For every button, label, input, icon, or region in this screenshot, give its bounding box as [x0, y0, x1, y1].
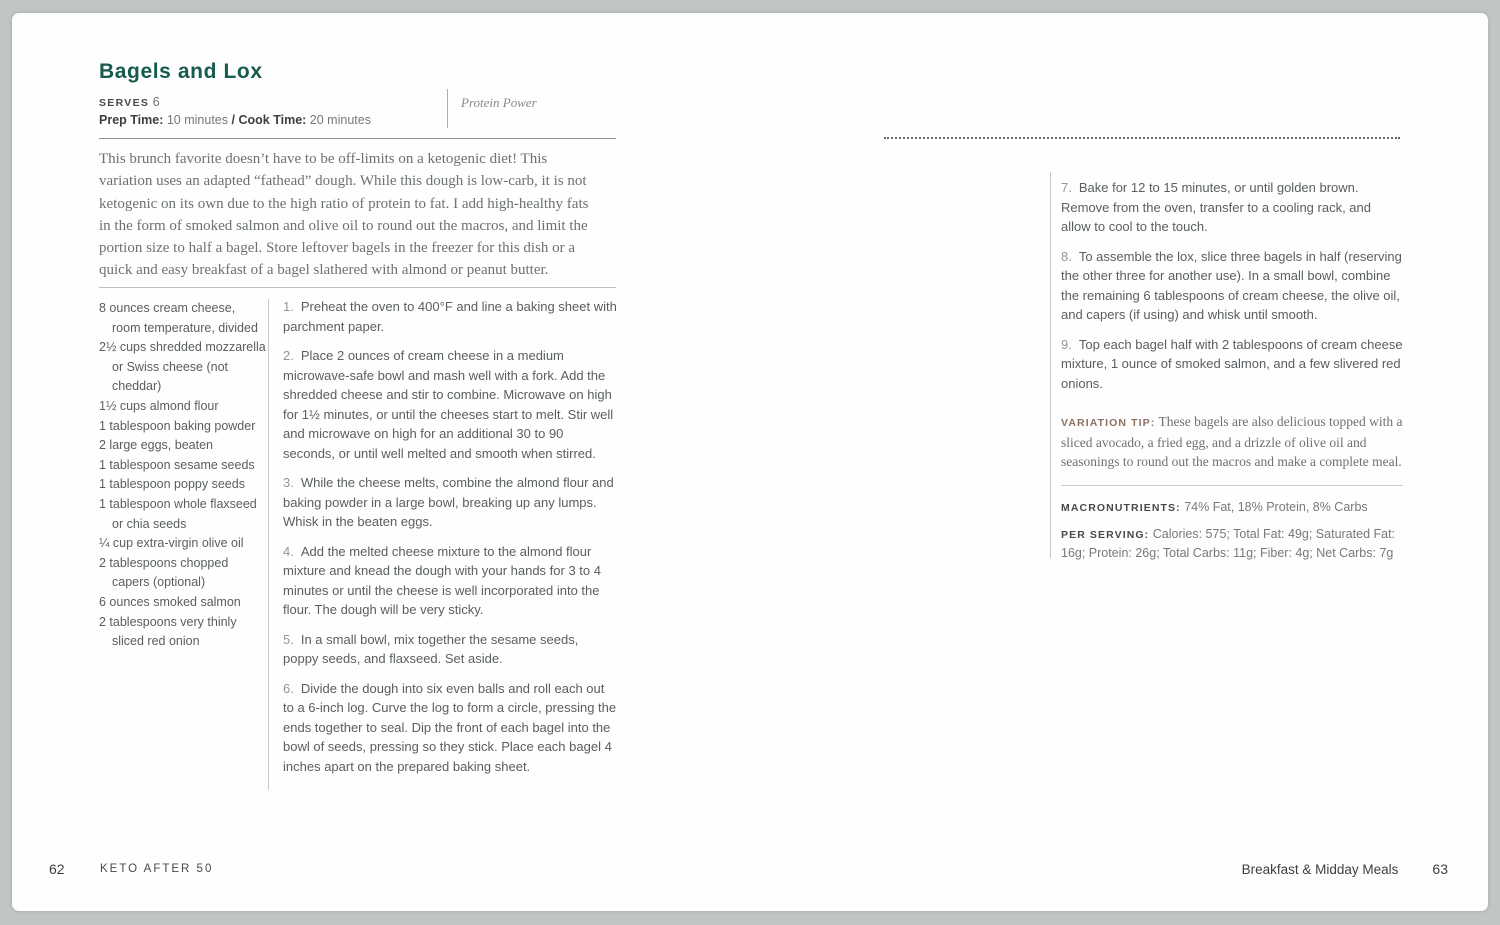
- ingredient-item: ¼ cup extra-virgin olive oil: [99, 536, 244, 551]
- serves-row: [99, 95, 160, 109]
- macronutrients: [1061, 498, 1403, 518]
- ingredient-item: 1 tablespoon sesame seeds: [99, 457, 255, 472]
- cook-time-value: 20 minutes: [309, 113, 371, 127]
- right-page-number: 63: [1432, 861, 1448, 877]
- ingredient-item: 1 tablespoon whole flaxseed or chia seeds: [99, 496, 257, 531]
- book-title: KETO AFTER 50: [100, 863, 214, 875]
- intro-rule: [99, 287, 616, 288]
- left-page-number: 62: [49, 861, 65, 877]
- instruction-step: [283, 297, 617, 336]
- time-separator: /: [231, 113, 235, 127]
- instruction-step: [283, 679, 617, 777]
- per-serving-value: Calories: 575; Total Fat: 49g; Saturated Fat: 16g; Protein: 26g; Total Carbs: 11g; Fiber: 4g; Net Carbs: 7g: [1061, 526, 1396, 560]
- instructions-right-steps: [1061, 178, 1403, 393]
- instruction-step: [283, 346, 617, 463]
- prep-time-label: Prep Time:: [99, 113, 164, 127]
- variation-tip-label: VARIATION TIP:: [1061, 417, 1156, 429]
- header-rule: [99, 138, 616, 139]
- step-text: Preheat the oven to 400°F and line a baking sheet with parchment paper.: [283, 299, 617, 334]
- serves-label: SERVES: [99, 97, 150, 109]
- ingredient-item: 1½ cups almond flour: [99, 398, 219, 413]
- step-text: In a small bowl, mix together the sesame seeds, poppy seeds, and flaxseed. Set aside.: [283, 631, 579, 666]
- step-number: 4.: [283, 543, 294, 559]
- step-number: 2.: [283, 348, 294, 363]
- instruction-step: [1061, 247, 1403, 325]
- variation-tip-text: These bagels are also delicious topped with a sliced avocado, a fried egg, and a drizzle of olive oil and seasonings to round out the macros and make a complete meal.: [1061, 414, 1403, 469]
- ingredient-item: 2 large eggs, beaten: [99, 438, 213, 453]
- cook-time-label: Cook Time:: [238, 113, 307, 127]
- step-number: 5.: [283, 631, 294, 647]
- ingredient-item: 1 tablespoon poppy seeds: [99, 477, 245, 492]
- instruction-step: [1061, 335, 1403, 394]
- ingredient-item: 1 tablespoon baking powder: [99, 418, 256, 433]
- ingredients-list: [99, 299, 267, 652]
- recipe-intro: This brunch favorite doesn’t have to be off-limits on a ketogenic diet! This variation uses an adapted “fathead” dough. While this dough is low-carb, it is not ketogenic on its own due to the high ratio of protein to fat. I add high-healthy fats in the form of smoked salmon and olive oil to round out the macros, and limit the portion size to half a bagel. Store leftover bagels in the freezer for this dish or a quick and easy breakfast of a bagel slathered with almond or peanut butter.: [99, 151, 589, 279]
- ingredient-item: 2 tablespoons chopped capers (optional): [99, 555, 229, 590]
- dotted-rule: [884, 137, 1400, 139]
- ingredient-item: 2 tablespoons very thinly sliced red onion: [99, 614, 237, 649]
- macro-rule: [1061, 485, 1403, 486]
- right-footer: [1242, 861, 1448, 877]
- header-divider: [447, 89, 448, 128]
- instruction-step: [1061, 178, 1403, 237]
- instruction-step: [283, 630, 617, 669]
- ingredient-item: 8 ounces cream cheese, room temperature, divided: [99, 301, 258, 335]
- step-text: To assemble the lox, slice three bagels in half (reserving the other three for another use). In a small bowl, combine the remaining 6 tablespoons of cream cheese, the olive oil, and capers (if using) and whisk until smooth.: [1061, 248, 1402, 322]
- instructions-divider: [1050, 172, 1051, 558]
- step-number: 1.: [283, 299, 294, 314]
- step-text: Divide the dough into six even balls and roll each out to a 6-inch log. Curve the log to form a circle, pressing the ends together to seal. Dip the front of each bagel into the bowl of seeds, pressing so they stick. Place each bagel 4 inches apart on the prepared baking sheet.: [283, 680, 617, 774]
- per-serving: [1061, 525, 1403, 563]
- prep-time-value: 10 minutes: [166, 113, 229, 127]
- step-text: Bake for 12 to 15 minutes, or until golden brown. Remove from the oven, transfer to a cooling rack, and allow to cool to the touch.: [1061, 180, 1371, 234]
- ingredients-divider: [268, 299, 269, 790]
- instructions-left: [283, 297, 617, 786]
- step-number: 7.: [1061, 180, 1072, 195]
- variation-tip: [1061, 412, 1403, 471]
- step-text: Add the melted cheese mixture to the almond flour mixture and knead the dough with your hands for 3 to 4 minutes or until the cheese is well incorporated into the flour. The dough will be very sticky.: [283, 543, 601, 617]
- instruction-step: [283, 473, 617, 532]
- ingredient-item: 6 ounces smoked salmon: [99, 594, 241, 609]
- per-serving-label: PER SERVING:: [1061, 528, 1150, 541]
- macronutrients-label: MACRONUTRIENTS:: [1061, 502, 1181, 514]
- step-text: Top each bagel half with 2 tablespoons of cream cheese mixture, 1 ounce of smoked salmon, and a few slivered red onions.: [1061, 336, 1403, 391]
- step-number: 8.: [1061, 248, 1072, 264]
- macronutrients-value: 74% Fat, 18% Protein, 8% Carbs: [1180, 500, 1368, 514]
- step-number: 3.: [283, 475, 294, 490]
- category-label: Protein Power: [461, 95, 537, 110]
- instruction-step: [283, 542, 617, 620]
- ingredient-item: 2½ cups shredded mozzarella or Swiss cheese (not cheddar): [99, 340, 266, 394]
- serves-value: 6: [152, 95, 160, 109]
- step-text: While the cheese melts, combine the almond flour and baking powder in a large bowl, breaking up any lumps. Whisk in the beaten eggs.: [283, 475, 614, 529]
- instructions-right: [1061, 178, 1403, 563]
- step-number: 9.: [1061, 336, 1072, 352]
- recipe-title: Bagels and Lox: [99, 60, 263, 83]
- step-text: Place 2 ounces of cream cheese in a medium microwave-safe bowl and mash well with a fork. Add the shredded cheese and stir to combine. Microwave on high for 1½ minutes, or until the cheeses start to melt. Stir well and microwave on high for an additional 30 to 90 seconds, or until well melted and smooth when stirred.: [283, 348, 614, 461]
- section-title: Breakfast & Midday Meals: [1241, 862, 1399, 877]
- time-row: [99, 113, 371, 127]
- step-number: 6.: [283, 680, 294, 696]
